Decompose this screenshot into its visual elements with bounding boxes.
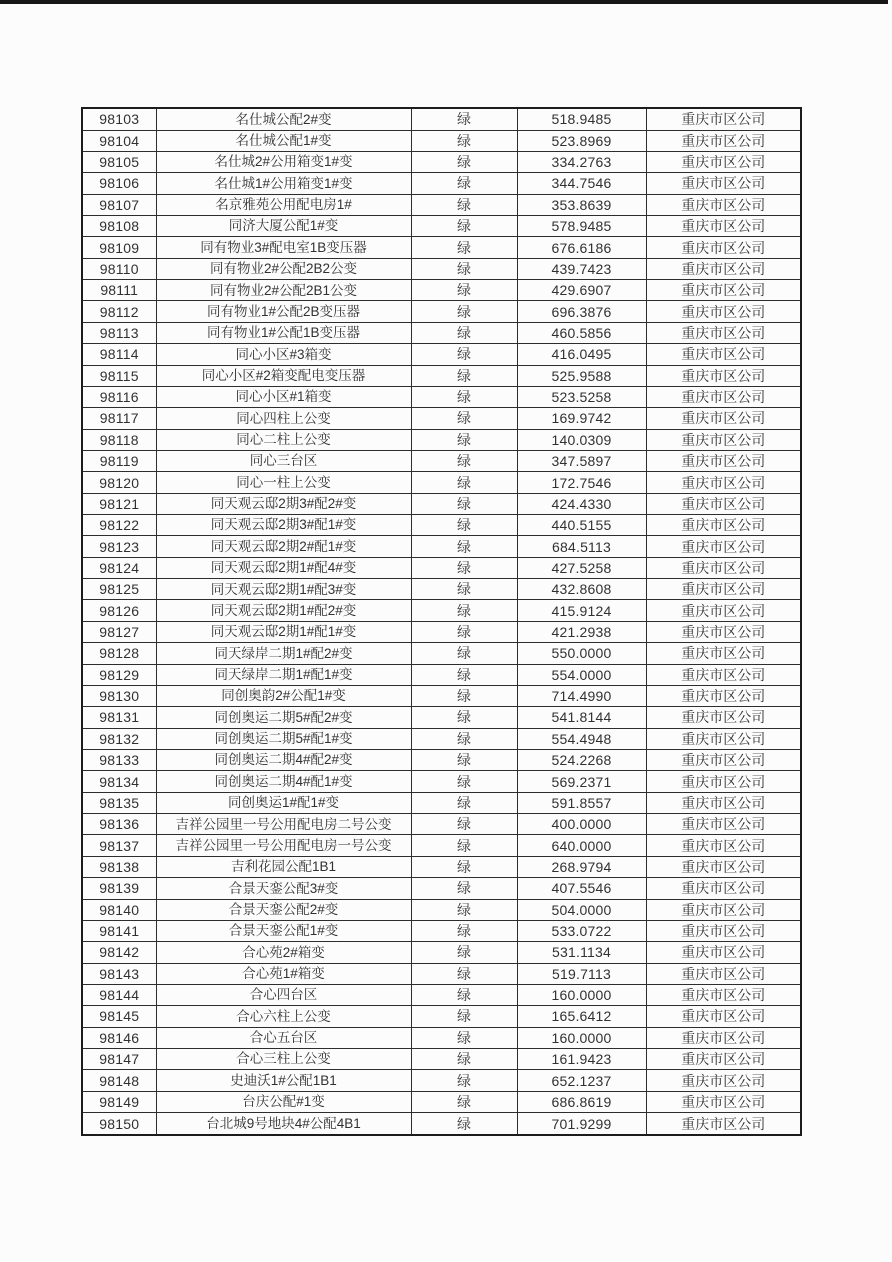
cell-record-id: 98116 xyxy=(82,386,156,407)
table-row xyxy=(82,301,801,322)
cell-status-green: 绿 xyxy=(411,984,517,1005)
cell-station-name: 台北城9号地块4#公配4B1 xyxy=(156,1113,411,1135)
cell-status-green: 绿 xyxy=(411,728,517,749)
table-row xyxy=(82,258,801,279)
cell-record-id: 98112 xyxy=(82,301,156,322)
cell-status-green: 绿 xyxy=(411,450,517,471)
cell-station-name: 名仕城公配2#变 xyxy=(156,108,411,130)
cell-capacity: 714.4990 xyxy=(517,685,646,706)
cell-company: 重庆市区公司 xyxy=(646,258,801,279)
cell-company: 重庆市区公司 xyxy=(646,344,801,365)
cell-record-id: 98118 xyxy=(82,429,156,450)
table-row xyxy=(82,151,801,172)
cell-status-green: 绿 xyxy=(411,621,517,642)
cell-company: 重庆市区公司 xyxy=(646,621,801,642)
cell-station-name: 同创奥韵2#公配1#变 xyxy=(156,685,411,706)
cell-station-name: 同天观云邸2期3#配2#变 xyxy=(156,493,411,514)
cell-station-name: 合景天銮公配1#变 xyxy=(156,920,411,941)
cell-capacity: 578.9485 xyxy=(517,216,646,237)
cell-capacity: 676.6186 xyxy=(517,237,646,258)
cell-status-green: 绿 xyxy=(411,493,517,514)
cell-station-name: 同心二柱上公变 xyxy=(156,429,411,450)
cell-capacity: 569.2371 xyxy=(517,771,646,792)
cell-station-name: 同创奥运二期5#配2#变 xyxy=(156,707,411,728)
cell-record-id: 98144 xyxy=(82,984,156,1005)
cell-capacity: 416.0495 xyxy=(517,344,646,365)
cell-record-id: 98142 xyxy=(82,942,156,963)
table-row xyxy=(82,429,801,450)
cell-station-name: 同有物业3#配电室1B变压器 xyxy=(156,237,411,258)
cell-company: 重庆市区公司 xyxy=(646,130,801,151)
cell-company: 重庆市区公司 xyxy=(646,280,801,301)
cell-station-name: 名仕城1#公用箱变1#变 xyxy=(156,173,411,194)
cell-record-id: 98148 xyxy=(82,1070,156,1091)
table-row xyxy=(82,899,801,920)
cell-record-id: 98132 xyxy=(82,728,156,749)
cell-record-id: 98136 xyxy=(82,814,156,835)
table-row xyxy=(82,472,801,493)
cell-company: 重庆市区公司 xyxy=(646,173,801,194)
cell-company: 重庆市区公司 xyxy=(646,1070,801,1091)
cell-status-green: 绿 xyxy=(411,365,517,386)
cell-capacity: 519.7113 xyxy=(517,963,646,984)
table-row xyxy=(82,194,801,215)
cell-status-green: 绿 xyxy=(411,1049,517,1070)
table-row xyxy=(82,920,801,941)
cell-station-name: 合心六柱上公变 xyxy=(156,1006,411,1027)
table-row xyxy=(82,108,801,130)
cell-company: 重庆市区公司 xyxy=(646,984,801,1005)
cell-record-id: 98128 xyxy=(82,643,156,664)
cell-record-id: 98131 xyxy=(82,707,156,728)
table-row xyxy=(82,450,801,471)
cell-company: 重庆市区公司 xyxy=(646,942,801,963)
cell-company: 重庆市区公司 xyxy=(646,600,801,621)
table-row xyxy=(82,280,801,301)
cell-station-name: 同心小区#1箱变 xyxy=(156,386,411,407)
cell-capacity: 701.9299 xyxy=(517,1113,646,1135)
cell-station-name: 同有物业2#公配2B1公变 xyxy=(156,280,411,301)
cell-capacity: 541.8144 xyxy=(517,707,646,728)
cell-company: 重庆市区公司 xyxy=(646,1113,801,1135)
cell-status-green: 绿 xyxy=(411,386,517,407)
cell-station-name: 名仕城公配1#变 xyxy=(156,130,411,151)
cell-record-id: 98126 xyxy=(82,600,156,621)
cell-station-name: 同心一柱上公变 xyxy=(156,472,411,493)
cell-status-green: 绿 xyxy=(411,664,517,685)
cell-record-id: 98115 xyxy=(82,365,156,386)
table-row xyxy=(82,344,801,365)
table-row xyxy=(82,984,801,1005)
cell-record-id: 98113 xyxy=(82,322,156,343)
cell-record-id: 98110 xyxy=(82,258,156,279)
cell-company: 重庆市区公司 xyxy=(646,301,801,322)
cell-company: 重庆市区公司 xyxy=(646,1049,801,1070)
cell-company: 重庆市区公司 xyxy=(646,963,801,984)
cell-status-green: 绿 xyxy=(411,429,517,450)
top-border-bar xyxy=(0,0,888,4)
cell-capacity: 652.1237 xyxy=(517,1070,646,1091)
cell-record-id: 98104 xyxy=(82,130,156,151)
cell-company: 重庆市区公司 xyxy=(646,685,801,706)
table-row xyxy=(82,728,801,749)
cell-company: 重庆市区公司 xyxy=(646,237,801,258)
cell-record-id: 98138 xyxy=(82,856,156,877)
table-row xyxy=(82,1006,801,1027)
cell-station-name: 名仕城2#公用箱变1#变 xyxy=(156,151,411,172)
table-row xyxy=(82,600,801,621)
cell-capacity: 165.6412 xyxy=(517,1006,646,1027)
cell-status-green: 绿 xyxy=(411,130,517,151)
cell-company: 重庆市区公司 xyxy=(646,365,801,386)
table-row xyxy=(82,515,801,536)
cell-station-name: 同创奥运二期4#配1#变 xyxy=(156,771,411,792)
cell-capacity: 460.5856 xyxy=(517,322,646,343)
table-body xyxy=(82,108,801,1135)
cell-capacity: 504.0000 xyxy=(517,899,646,920)
cell-station-name: 吉利花园公配1B1 xyxy=(156,856,411,877)
cell-record-id: 98137 xyxy=(82,835,156,856)
table-row xyxy=(82,685,801,706)
cell-record-id: 98117 xyxy=(82,408,156,429)
cell-station-name: 同心小区#2箱变配电变压器 xyxy=(156,365,411,386)
cell-record-id: 98147 xyxy=(82,1049,156,1070)
cell-company: 重庆市区公司 xyxy=(646,322,801,343)
cell-status-green: 绿 xyxy=(411,536,517,557)
cell-station-name: 同有物业2#公配2B2公变 xyxy=(156,258,411,279)
cell-capacity: 160.0000 xyxy=(517,984,646,1005)
cell-status-green: 绿 xyxy=(411,322,517,343)
table-row xyxy=(82,216,801,237)
cell-company: 重庆市区公司 xyxy=(646,664,801,685)
cell-company: 重庆市区公司 xyxy=(646,835,801,856)
cell-capacity: 696.3876 xyxy=(517,301,646,322)
cell-status-green: 绿 xyxy=(411,792,517,813)
table-row xyxy=(82,814,801,835)
cell-station-name: 合景天銮公配2#变 xyxy=(156,899,411,920)
cell-record-id: 98145 xyxy=(82,1006,156,1027)
cell-status-green: 绿 xyxy=(411,173,517,194)
cell-status-green: 绿 xyxy=(411,258,517,279)
cell-capacity: 640.0000 xyxy=(517,835,646,856)
table-row xyxy=(82,664,801,685)
cell-station-name: 合景天銮公配3#变 xyxy=(156,878,411,899)
cell-capacity: 432.8608 xyxy=(517,579,646,600)
cell-record-id: 98140 xyxy=(82,899,156,920)
cell-company: 重庆市区公司 xyxy=(646,108,801,130)
cell-record-id: 98127 xyxy=(82,621,156,642)
cell-company: 重庆市区公司 xyxy=(646,386,801,407)
cell-status-green: 绿 xyxy=(411,814,517,835)
table-row xyxy=(82,557,801,578)
cell-record-id: 98108 xyxy=(82,216,156,237)
cell-station-name: 史迪沃1#公配1B1 xyxy=(156,1070,411,1091)
cell-station-name: 同天观云邸2期1#配2#变 xyxy=(156,600,411,621)
cell-station-name: 同天观云邸2期2#配1#变 xyxy=(156,536,411,557)
cell-station-name: 合心四台区 xyxy=(156,984,411,1005)
cell-company: 重庆市区公司 xyxy=(646,450,801,471)
cell-record-id: 98119 xyxy=(82,450,156,471)
cell-station-name: 同天观云邸2期1#配3#变 xyxy=(156,579,411,600)
cell-capacity: 347.5897 xyxy=(517,450,646,471)
cell-record-id: 98129 xyxy=(82,664,156,685)
cell-station-name: 同心三台区 xyxy=(156,450,411,471)
cell-status-green: 绿 xyxy=(411,771,517,792)
cell-station-name: 同创奥运1#配1#变 xyxy=(156,792,411,813)
cell-record-id: 98130 xyxy=(82,685,156,706)
cell-record-id: 98141 xyxy=(82,920,156,941)
table-row xyxy=(82,365,801,386)
table-row xyxy=(82,1113,801,1135)
cell-company: 重庆市区公司 xyxy=(646,1091,801,1112)
cell-capacity: 424.4330 xyxy=(517,493,646,514)
table-row xyxy=(82,792,801,813)
cell-record-id: 98111 xyxy=(82,280,156,301)
cell-capacity: 554.4948 xyxy=(517,728,646,749)
cell-company: 重庆市区公司 xyxy=(646,536,801,557)
cell-station-name: 同创奥运二期5#配1#变 xyxy=(156,728,411,749)
cell-record-id: 98143 xyxy=(82,963,156,984)
cell-record-id: 98123 xyxy=(82,536,156,557)
cell-capacity: 421.2938 xyxy=(517,621,646,642)
cell-company: 重庆市区公司 xyxy=(646,151,801,172)
table-row xyxy=(82,173,801,194)
cell-company: 重庆市区公司 xyxy=(646,1027,801,1048)
table-row xyxy=(82,130,801,151)
cell-station-name: 同心四柱上公变 xyxy=(156,408,411,429)
table-row xyxy=(82,1070,801,1091)
cell-company: 重庆市区公司 xyxy=(646,515,801,536)
cell-record-id: 98124 xyxy=(82,557,156,578)
table-row xyxy=(82,750,801,771)
cell-capacity: 686.8619 xyxy=(517,1091,646,1112)
cell-capacity: 429.6907 xyxy=(517,280,646,301)
cell-record-id: 98120 xyxy=(82,472,156,493)
cell-company: 重庆市区公司 xyxy=(646,1006,801,1027)
table-row xyxy=(82,1049,801,1070)
cell-status-green: 绿 xyxy=(411,878,517,899)
cell-company: 重庆市区公司 xyxy=(646,408,801,429)
table-row xyxy=(82,1091,801,1112)
cell-station-name: 同有物业1#公配2B变压器 xyxy=(156,301,411,322)
cell-record-id: 98150 xyxy=(82,1113,156,1135)
cell-record-id: 98103 xyxy=(82,108,156,130)
cell-capacity: 550.0000 xyxy=(517,643,646,664)
cell-status-green: 绿 xyxy=(411,899,517,920)
cell-capacity: 427.5258 xyxy=(517,557,646,578)
cell-company: 重庆市区公司 xyxy=(646,792,801,813)
cell-capacity: 268.9794 xyxy=(517,856,646,877)
cell-capacity: 140.0309 xyxy=(517,429,646,450)
cell-status-green: 绿 xyxy=(411,856,517,877)
cell-status-green: 绿 xyxy=(411,963,517,984)
document-table-region xyxy=(81,107,802,1136)
table-row xyxy=(82,856,801,877)
cell-status-green: 绿 xyxy=(411,216,517,237)
cell-status-green: 绿 xyxy=(411,920,517,941)
table-row xyxy=(82,579,801,600)
table-row xyxy=(82,942,801,963)
cell-capacity: 531.1134 xyxy=(517,942,646,963)
cell-station-name: 同天绿岸二期1#配2#变 xyxy=(156,643,411,664)
cell-capacity: 439.7423 xyxy=(517,258,646,279)
cell-record-id: 98107 xyxy=(82,194,156,215)
cell-status-green: 绿 xyxy=(411,151,517,172)
cell-capacity: 554.0000 xyxy=(517,664,646,685)
cell-status-green: 绿 xyxy=(411,557,517,578)
cell-capacity: 160.0000 xyxy=(517,1027,646,1048)
cell-capacity: 440.5155 xyxy=(517,515,646,536)
cell-status-green: 绿 xyxy=(411,1113,517,1135)
cell-capacity: 415.9124 xyxy=(517,600,646,621)
cell-station-name: 合心苑1#箱变 xyxy=(156,963,411,984)
cell-status-green: 绿 xyxy=(411,942,517,963)
cell-status-green: 绿 xyxy=(411,472,517,493)
cell-status-green: 绿 xyxy=(411,579,517,600)
transformer-table xyxy=(81,107,802,1136)
table-row xyxy=(82,408,801,429)
cell-capacity: 172.7546 xyxy=(517,472,646,493)
cell-record-id: 98125 xyxy=(82,579,156,600)
cell-company: 重庆市区公司 xyxy=(646,472,801,493)
cell-capacity: 353.8639 xyxy=(517,194,646,215)
cell-company: 重庆市区公司 xyxy=(646,899,801,920)
cell-station-name: 同天观云邸2期1#配4#变 xyxy=(156,557,411,578)
cell-capacity: 591.8557 xyxy=(517,792,646,813)
cell-company: 重庆市区公司 xyxy=(646,643,801,664)
table-row xyxy=(82,493,801,514)
cell-status-green: 绿 xyxy=(411,707,517,728)
cell-record-id: 98109 xyxy=(82,237,156,258)
table-row xyxy=(82,386,801,407)
cell-company: 重庆市区公司 xyxy=(646,557,801,578)
cell-company: 重庆市区公司 xyxy=(646,707,801,728)
cell-status-green: 绿 xyxy=(411,194,517,215)
cell-station-name: 台庆公配#1变 xyxy=(156,1091,411,1112)
cell-company: 重庆市区公司 xyxy=(646,814,801,835)
cell-status-green: 绿 xyxy=(411,685,517,706)
cell-status-green: 绿 xyxy=(411,344,517,365)
cell-station-name: 同天绿岸二期1#配1#变 xyxy=(156,664,411,685)
table-row xyxy=(82,878,801,899)
cell-capacity: 407.5546 xyxy=(517,878,646,899)
cell-capacity: 169.9742 xyxy=(517,408,646,429)
cell-company: 重庆市区公司 xyxy=(646,728,801,749)
cell-status-green: 绿 xyxy=(411,1006,517,1027)
cell-company: 重庆市区公司 xyxy=(646,771,801,792)
cell-status-green: 绿 xyxy=(411,1091,517,1112)
table-row xyxy=(82,643,801,664)
cell-station-name: 吉祥公园里一号公用配电房一号公变 xyxy=(156,835,411,856)
cell-record-id: 98149 xyxy=(82,1091,156,1112)
cell-record-id: 98135 xyxy=(82,792,156,813)
table-row xyxy=(82,835,801,856)
cell-record-id: 98133 xyxy=(82,750,156,771)
cell-capacity: 684.5113 xyxy=(517,536,646,557)
cell-station-name: 合心苑2#箱变 xyxy=(156,942,411,963)
cell-capacity: 518.9485 xyxy=(517,108,646,130)
cell-company: 重庆市区公司 xyxy=(646,429,801,450)
cell-record-id: 98146 xyxy=(82,1027,156,1048)
table-row xyxy=(82,963,801,984)
cell-status-green: 绿 xyxy=(411,515,517,536)
cell-company: 重庆市区公司 xyxy=(646,856,801,877)
table-row xyxy=(82,536,801,557)
cell-company: 重庆市区公司 xyxy=(646,493,801,514)
cell-station-name: 合心三柱上公变 xyxy=(156,1049,411,1070)
cell-record-id: 98139 xyxy=(82,878,156,899)
cell-station-name: 同心小区#3箱变 xyxy=(156,344,411,365)
cell-station-name: 同创奥运二期4#配2#变 xyxy=(156,750,411,771)
cell-company: 重庆市区公司 xyxy=(646,216,801,237)
cell-capacity: 344.7546 xyxy=(517,173,646,194)
cell-company: 重庆市区公司 xyxy=(646,920,801,941)
cell-capacity: 523.5258 xyxy=(517,386,646,407)
table-row xyxy=(82,237,801,258)
cell-station-name: 同天观云邸2期3#配1#变 xyxy=(156,515,411,536)
cell-status-green: 绿 xyxy=(411,643,517,664)
table-row xyxy=(82,707,801,728)
cell-status-green: 绿 xyxy=(411,835,517,856)
cell-status-green: 绿 xyxy=(411,280,517,301)
cell-record-id: 98134 xyxy=(82,771,156,792)
cell-status-green: 绿 xyxy=(411,1070,517,1091)
table-row xyxy=(82,771,801,792)
cell-company: 重庆市区公司 xyxy=(646,579,801,600)
table-row xyxy=(82,1027,801,1048)
cell-record-id: 98106 xyxy=(82,173,156,194)
cell-capacity: 525.9588 xyxy=(517,365,646,386)
cell-status-green: 绿 xyxy=(411,750,517,771)
cell-capacity: 524.2268 xyxy=(517,750,646,771)
cell-record-id: 98114 xyxy=(82,344,156,365)
cell-capacity: 533.0722 xyxy=(517,920,646,941)
cell-company: 重庆市区公司 xyxy=(646,750,801,771)
cell-capacity: 334.2763 xyxy=(517,151,646,172)
cell-company: 重庆市区公司 xyxy=(646,194,801,215)
cell-status-green: 绿 xyxy=(411,408,517,429)
cell-station-name: 同天观云邸2期1#配1#变 xyxy=(156,621,411,642)
cell-status-green: 绿 xyxy=(411,108,517,130)
cell-company: 重庆市区公司 xyxy=(646,878,801,899)
cell-capacity: 161.9423 xyxy=(517,1049,646,1070)
cell-capacity: 523.8969 xyxy=(517,130,646,151)
table-row xyxy=(82,322,801,343)
cell-station-name: 名京雅苑公用配电房1# xyxy=(156,194,411,215)
cell-capacity: 400.0000 xyxy=(517,814,646,835)
cell-record-id: 98121 xyxy=(82,493,156,514)
cell-station-name: 合心五台区 xyxy=(156,1027,411,1048)
cell-record-id: 98122 xyxy=(82,515,156,536)
cell-station-name: 吉祥公园里一号公用配电房二号公变 xyxy=(156,814,411,835)
cell-status-green: 绿 xyxy=(411,1027,517,1048)
table-row xyxy=(82,621,801,642)
cell-status-green: 绿 xyxy=(411,600,517,621)
cell-record-id: 98105 xyxy=(82,151,156,172)
cell-station-name: 同济大厦公配1#变 xyxy=(156,216,411,237)
cell-status-green: 绿 xyxy=(411,301,517,322)
cell-status-green: 绿 xyxy=(411,237,517,258)
cell-station-name: 同有物业1#公配1B变压器 xyxy=(156,322,411,343)
